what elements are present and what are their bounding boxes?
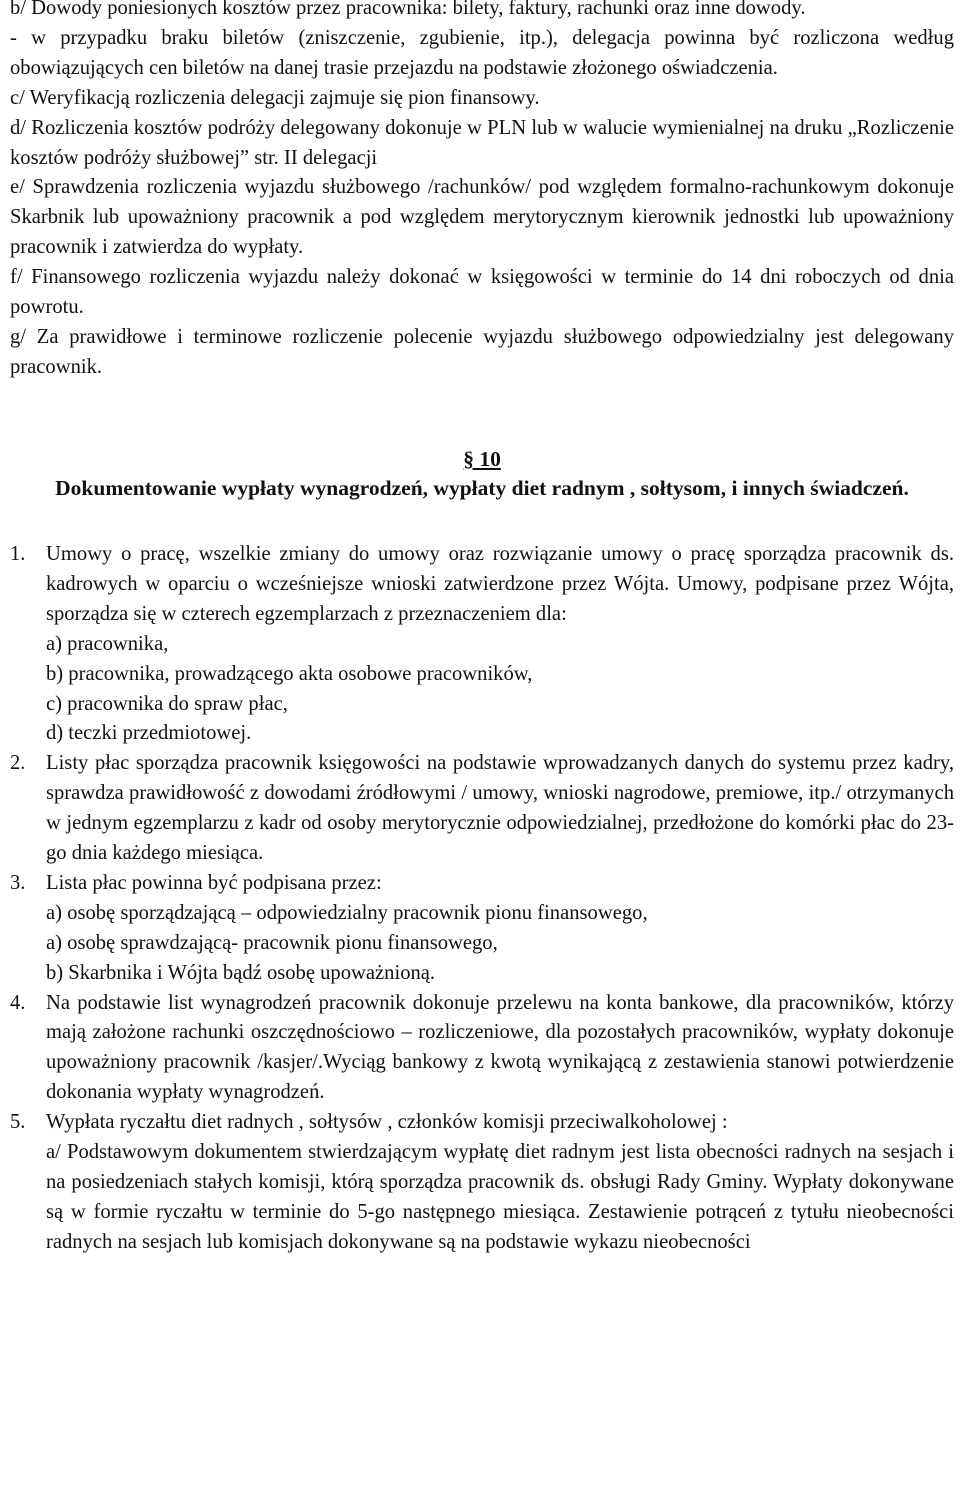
numbered-list — [10, 540, 954, 1258]
section-number-text: § 10 — [463, 446, 501, 471]
sub-item: b) Skarbnika i Wójta bądź osobę upoważnioną. — [46, 961, 436, 984]
section-number — [10, 445, 954, 475]
item-number: 2. — [10, 752, 26, 775]
paragraph-f: f/ Finansowego rozliczenia wyjazdu należy dokonać w księgowości w terminie do 14 dni roboczych od dnia powrotu. — [10, 266, 954, 319]
item-text: Na podstawie list wynagrodzeń pracownik dokonuje przelewu na konta bankowe, dla pracowników, którzy mają założone rachunki oszczędnościowo – rozliczeniowe, dla pozostałych pracowników, wypłaty dokonuje upoważniony pracownik /kasjer/.Wyciąg bankowy z kwotą wynikającą z zestawienia stanowi potwierdzenie dokonania wypłaty wynagrodzeń. — [46, 991, 954, 1104]
paragraph-g: g/ Za prawidłowe i terminowe rozliczenie polecenie wyjazdu służbowego odpowiedzialny jest delegowany pracownik. — [10, 325, 954, 378]
item-text: Wypłata ryczałtu diet radnych , sołtysów , członków komisji przeciwalkoholowej : — [46, 1111, 728, 1134]
sub-item: d) teczki przedmiotowej. — [46, 722, 252, 745]
item-text: Lista płac powinna być podpisana przez: — [46, 871, 382, 894]
delegation-settlement-rules — [10, 0, 954, 383]
item-number: 5. — [10, 1111, 26, 1134]
list-item-4 — [10, 989, 954, 1109]
paragraph-c: c/ Weryfikacją rozliczenia delegacji zajmuje się pion finansowy. — [10, 86, 540, 109]
item-text: Listy płac sporządza pracownik księgowości na podstawie wprowadzanych danych do systemu przez kadry, sprawdza prawidłowość z dowodami źródłowymi / umowy, wnioski nagrodowe, premiowe, itp./ otrzymanych w jednym egzemplarzu z kadr od osoby merytorycznie odpowiedzialnej, przedłożone do komórki płac do 23-go dnia każdego miesiąca. — [46, 752, 954, 865]
sub-item: a) osobę sporządzającą – odpowiedzialny pracownik pionu finansowego, — [46, 901, 648, 924]
paragraph-missing-tickets: - w przypadku braku biletów (zniszczenie, zgubienie, itp.), delegacja powinna być rozliczona według obowiązujących cen biletów na danej trasie przejazdu na podstawie złożonego oświadczenia. — [10, 26, 954, 79]
spacer — [10, 504, 954, 540]
section-title: Dokumentowanie wypłaty wynagrodzeń, wypłaty diet radnym , sołtysom, i innych świadczeń. — [55, 476, 909, 501]
paragraph-e: e/ Sprawdzenia rozliczenia wyjazdu służbowego /rachunków/ pod względem formalno-rachunkowym dokonuje Skarbnik lub upoważniony pracownik a pod względem merytorycznym kierownik jednostki lub upoważniony pracownik i zatwierdza do wypłaty. — [10, 176, 954, 259]
item-number: 4. — [10, 991, 26, 1014]
list-item-3 — [10, 869, 954, 989]
sub-item: c) pracownika do spraw płac, — [46, 692, 288, 715]
paragraph-b: b/ Dowody poniesionych kosztów przez pracownika: bilety, faktury, rachunki oraz inne dowody. — [10, 0, 806, 19]
sub-item: a) pracownika, — [46, 632, 169, 655]
sub-item: b) pracownika, prowadzącego akta osobowe pracowników, — [46, 662, 533, 685]
list-item-5 — [10, 1108, 954, 1258]
item-number: 3. — [10, 871, 26, 894]
list-item-1 — [10, 540, 954, 749]
sub-item: a/ Podstawowym dokumentem stwierdzającym wypłatę diet radnym jest lista obecności radnych na sesjach i na posiedzeniach stałych komisji, którą sporządza pracownik ds. obsługi Rady Gminy. Wypłaty dokonywane są w formie ryczałtu w terminie do 5-go następnego miesiąca. Zestawienie potrąceń z tytułu nieobecności radnych na sesjach lub komisjach dokonywane są na podstawie wykazu nieobecności — [46, 1141, 954, 1253]
spacer — [10, 383, 954, 445]
paragraph-d: d/ Rozliczenia kosztów podróży delegowany dokonuje w PLN lub w walucie wymienialnej na druku „Rozliczenie kosztów podróży służbowej” str. II delegacji — [10, 116, 954, 169]
item-number: 1. — [10, 542, 26, 565]
item-text: Umowy o pracę, wszelkie zmiany do umowy oraz rozwiązanie umowy o pracę sporządza pracownik ds. kadrowych w oparciu o wcześniejsze wnioski zatwierdzone przez Wójta. Umowy, podpisane przez Wójta, sporządza się w czterech egzemplarzach z przeznaczeniem dla: — [46, 542, 954, 625]
sub-item: a) osobę sprawdzającą- pracownik pionu finansowego, — [46, 931, 498, 954]
list-item-2 — [10, 749, 954, 869]
